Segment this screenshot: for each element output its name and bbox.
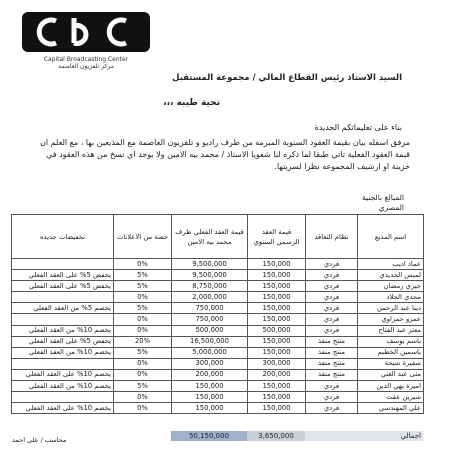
cell-note [12,314,114,325]
cell-contract-system: منتج منفذ [306,358,358,369]
table-row [12,381,424,392]
cell-name: عماد اديب [358,259,424,270]
cell-note [12,292,114,303]
cell-actual-value: 500,000 [172,325,248,336]
cell-ad-share: 5% [114,347,172,358]
cell-official-value: 150,000 [248,336,306,347]
header-contract-system: نظام التعاقد [306,215,358,259]
cell-ad-share: 5% [114,303,172,314]
currency-note-line1: المبالغ بالجنية [362,193,404,202]
cell-note: يخفض 5% على العقد الفعلي [12,281,114,292]
totals-label: اجمالي [357,431,423,441]
cell-actual-value: 750,000 [172,314,248,325]
cell-contract-system: فردي [306,403,358,414]
cell-actual-value: 150,000 [172,381,248,392]
letter-reference: بناء على تعليماتكم الجديدة [314,123,402,132]
cell-name: عمرو حمزاوي [358,314,424,325]
cell-official-value: 300,000 [248,358,306,369]
cell-official-value: 150,000 [248,281,306,292]
header-ad-share: حصة من الاعلانات [114,215,172,259]
cell-contract-system: منتج منفذ [306,369,358,380]
letter-addressee: السيد الاستاذ رئيس القطاع المالي / مجموعة المستقبل [172,73,402,83]
logo-caption-ar: مركز تلفزيون العاصمة [58,63,114,70]
cell-name: معتز عبد الفتاح [358,325,424,336]
table-row [12,292,424,303]
cell-contract-system: فردي [306,325,358,336]
cell-actual-value: 9,500,000 [172,270,248,281]
cell-official-value: 150,000 [248,403,306,414]
header-notes: تخفيضات جديده [12,215,114,259]
cell-actual-value: 150,000 [172,392,248,403]
cell-contract-system: فردي [306,281,358,292]
cell-ad-share: 0% [114,369,172,380]
cell-ad-share: 0% [114,358,172,369]
table-header-row [12,215,424,259]
official-total: 3,650,000 [247,431,305,441]
cell-ad-share: 5% [114,270,172,281]
cell-contract-system: فردي [306,392,358,403]
cell-name: شيرين عفت [358,392,424,403]
cell-ad-share: 0% [114,292,172,303]
cell-note: يخصم 10% من العقد الفعلي [12,325,114,336]
cell-note: يخصم 10% من العقد الفعلي [12,381,114,392]
table-row [12,336,424,347]
cell-actual-value: 8,750,000 [172,281,248,292]
cell-ad-share: 0% [114,314,172,325]
cell-official-value: 150,000 [248,381,306,392]
cell-official-value: 150,000 [248,347,306,358]
cell-ad-share: 5% [114,281,172,292]
cell-name: سفيرة شيحة [358,358,424,369]
cell-note [12,259,114,270]
cell-contract-system: فردي [306,303,358,314]
cell-contract-system: فردي [306,381,358,392]
cell-name: باسم يوسف [358,336,424,347]
cell-note: يخفض 5% على العقد الفعلي [12,336,114,347]
cell-official-value: 150,000 [248,392,306,403]
cell-actual-value: 16,500,000 [172,336,248,347]
table-row [12,314,424,325]
cell-note: يخفض 5% على العقد الفعلي [12,270,114,281]
cell-official-value: 150,000 [248,270,306,281]
actual-total: 50,150,000 [171,431,247,441]
letter-greeting: تحية طيبه ،،، [163,98,220,108]
cell-name: مجدي الجلاد [358,292,424,303]
cell-note: يخصم 5% من العقد الفعلي [12,303,114,314]
header-actual-value: قيمة العقد الفعلي طرف محمد بيه الامين [172,215,248,259]
cell-note: يخصم 10% على العقد الفعلي [12,403,114,414]
cell-actual-value: 5,000,000 [172,347,248,358]
letter-body: مرفق اسفله بيان بقيمة العقود السنوية المبرمه من طرف راديو و تلفزيون العاصمة مع المذيعين بها ، مع العلم ان قيمة العقود الفعلية تاتي طبقا لما ذكره لنا شفويا الاستاذ / محمد بيه الامين ولا يوجد اي نسخ من هذه العقود في خزينة او ارشيف المجموعه نظرا لسريتها. [39,138,410,171]
table-row [12,259,424,270]
cell-actual-value: 150,000 [172,403,248,414]
accountant-signature: محاسب / على احمد [12,436,67,444]
currency-note [304,193,404,213]
cell-name: اميرة بهي الدين [358,381,424,392]
cell-ad-share: 0% [114,403,172,414]
cell-official-value: 150,000 [248,292,306,303]
logo-caption-en: Capital Broadcasting Center [43,56,129,63]
cell-actual-value: 200,000 [172,369,248,380]
cell-actual-value: 750,000 [172,303,248,314]
cell-name: لميس الحديدي [358,270,424,281]
table-row [12,270,424,281]
cell-actual-value: 2,000,000 [172,292,248,303]
table-row [12,358,424,369]
cell-contract-system: فردي [306,292,358,303]
table-row [12,392,424,403]
header-official-value: قيمة العقد الرسمي السنوي [248,215,306,259]
cell-ad-share: 0% [114,392,172,403]
table-row [12,347,424,358]
cell-official-value: 500,000 [248,325,306,336]
totals-spacer [305,431,357,441]
cell-note [12,358,114,369]
table-row [12,303,424,314]
contracts-table [11,214,424,414]
table-row [12,281,424,292]
cell-actual-value: 300,000 [172,358,248,369]
cell-contract-system: فردي [306,259,358,270]
cell-ad-share: 5% [114,381,172,392]
cell-contract-system: منتج منفذ [306,336,358,347]
cell-name: ياسمين الخطيم [358,347,424,358]
cell-contract-system: فردي [306,270,358,281]
cell-name: دينا عبد الرحمن [358,303,424,314]
cell-name: منى عبد الغني [358,369,424,380]
totals-empty-1 [113,431,171,441]
table-row [12,325,424,336]
cell-ad-share: 0% [114,259,172,270]
cell-ad-share: 20% [114,336,172,347]
currency-note-line2: المصري [378,203,404,212]
table-row [12,403,424,414]
cell-note: يخصم 10% من العقد الفعلي [12,347,114,358]
cell-actual-value: 9,500,000 [172,259,248,270]
cell-contract-system: فردي [306,314,358,325]
cell-name: علي المهندسي [358,403,424,414]
cell-contract-system: منتج منفذ [306,347,358,358]
cell-official-value: 200,000 [248,369,306,380]
logo-caption [22,56,150,70]
cell-name: خيري رمضان [358,281,424,292]
table-row [12,369,424,380]
cell-official-value: 150,000 [248,314,306,325]
cell-official-value: 150,000 [248,303,306,314]
cell-note [12,392,114,403]
cell-ad-share: 0% [114,325,172,336]
header-name: اسم المذيع [358,215,424,259]
cell-official-value: 150,000 [248,259,306,270]
cell-note: يخصم 10% على العقد الفعلي [12,369,114,380]
